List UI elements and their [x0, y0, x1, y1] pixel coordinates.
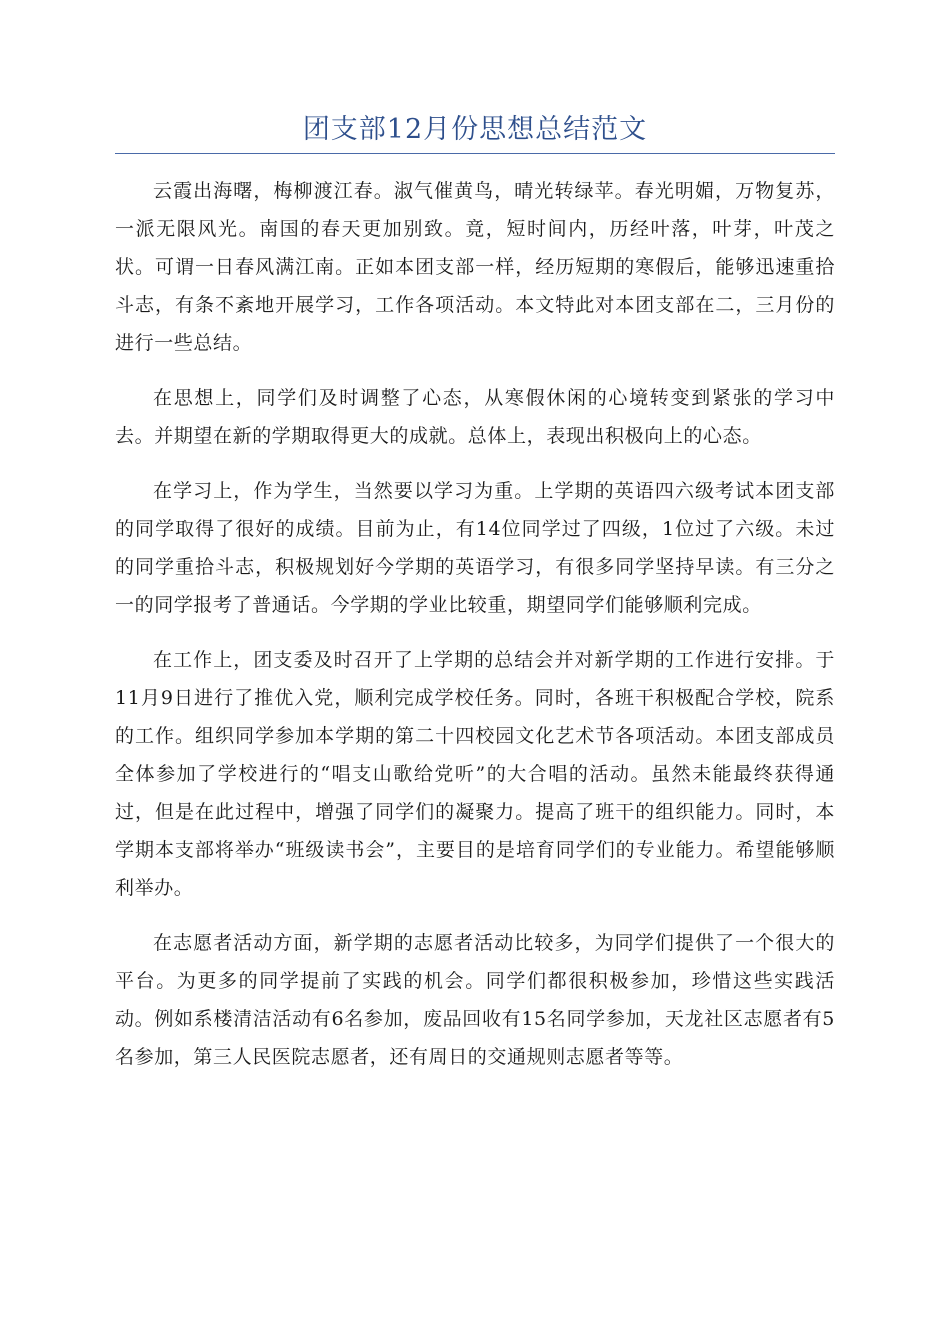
paragraph-thought: 在思想上，同学们及时调整了心态，从寒假休闲的心境转变到紧张的学习中去。并期望在新的学期取得更大的成就。总体上，表现出积极向上的心态。 [115, 387, 835, 447]
paragraph-volunteer: 在志愿者活动方面，新学期的志愿者活动比较多，为同学们提供了一个很大的平台。为更多的同学提前了实践的机会。同学们都很积极参加，珍惜这些实践活动。例如系楼清洁活动有6名参加，废品回收有15名同学参加，天龙社区志愿者有5名参加，第三人民医院志愿者，还有周日的交通规则志愿者等等。 [115, 932, 835, 1068]
paragraph-work: 在工作上，团支委及时召开了上学期的总结会并对新学期的工作进行安排。于11月9日进行了推优入党，顺利完成学校任务。同时，各班干积极配合学校，院系的工作。组织同学参加本学期的第二十四校园文化艺术节各项活动。本团支部成员全体参加了学校进行的“唱支山歌给党听”的大合唱的活动。虽然未能最终获得通过，但是在此过程中，增强了同学们的凝聚力。提高了班干的组织能力。同时，本学期本支部将举办“班级读书会”，主要目的是培育同学们的专业能力。希望能够顺利举办。 [115, 649, 835, 899]
document-title: 团支部12月份思想总结范文 [302, 114, 648, 145]
document-body [115, 172, 835, 1093]
title-underline [115, 153, 835, 154]
paragraph-intro: 云霞出海曙，梅柳渡江春。淑气催黄鸟，晴光转绿苹。春光明媚，万物复苏，一派无限风光。南国的春天更加别致。竟，短时间内，历经叶落，叶芽，叶茂之状。可谓一日春风满江南。正如本团支部一样，经历短期的寒假后，能够迅速重拾斗志，有条不紊地开展学习，工作各项活动。本文特此对本团支部在二，三月份的进行一些总结。 [115, 180, 835, 354]
paragraph-study: 在学习上，作为学生，当然要以学习为重。上学期的英语四六级考试本团支部的同学取得了很好的成绩。目前为止，有14位同学过了四级，1位过了六级。未过的同学重拾斗志，积极规划好今学期的英语学习，有很多同学坚持早读。有三分之一的同学报考了普通话。今学期的学业比较重，期望同学们能够顺利完成。 [115, 480, 835, 616]
